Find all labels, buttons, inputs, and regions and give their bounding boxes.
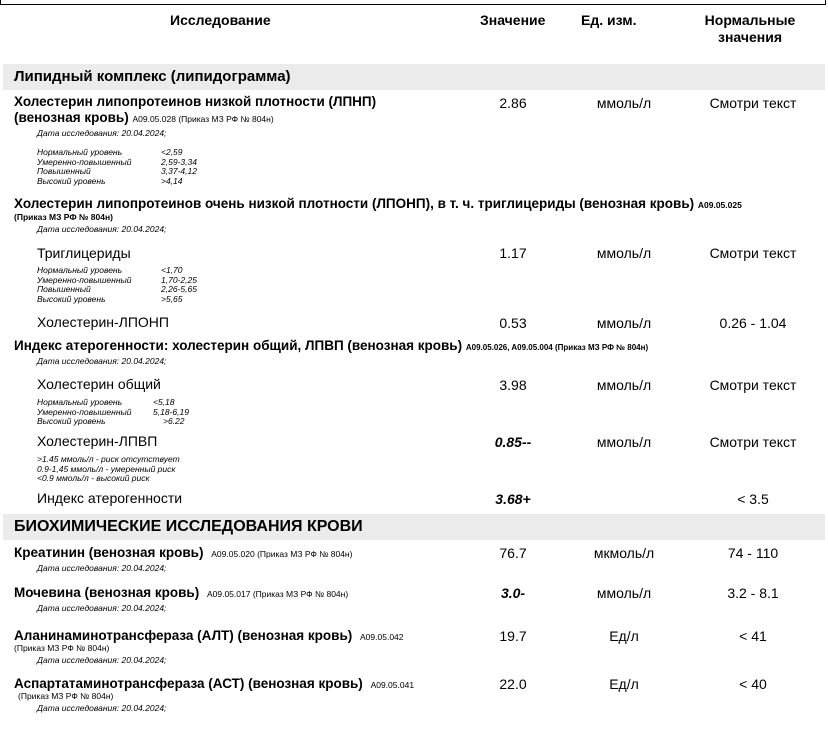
ref-label: Умеренно-повышенный	[37, 274, 132, 285]
page-top-border	[0, 0, 826, 5]
ref-label: Повышенный	[37, 166, 91, 176]
hdl-value: 0.85--	[494, 434, 532, 450]
section-lipid-title: Липидный комплекс (липидограмма)	[14, 68, 291, 85]
ref-range: 2,26-5,65	[161, 284, 197, 294]
ref-row	[37, 177, 197, 187]
ref-label: Высокий уровень	[37, 175, 106, 186]
ref-range: 5,18-6,19	[153, 406, 189, 417]
creatinine-code: A09.05.020 (Приказ МЗ РФ № 804н)	[211, 549, 353, 559]
ref-row	[37, 417, 189, 427]
alt-date: Дата исследования: 20.04.2024;	[37, 655, 167, 665]
ldl-date: Дата исследования: 20.04.2024;	[37, 128, 167, 138]
vldl-chol-value: 0.53	[499, 315, 527, 331]
ref-range: >4,14	[161, 175, 183, 186]
ref-range: >5,65	[161, 293, 183, 304]
total-chol-reference-ranges	[37, 398, 189, 427]
ldl-unit: ммоль/л	[596, 95, 652, 111]
athero-title	[14, 338, 648, 353]
ast-date: Дата исследования: 20.04.2024;	[37, 703, 167, 713]
alt-code: A09.05.042	[360, 632, 404, 642]
hdl-norm: Смотри текст	[709, 434, 797, 450]
ref-label: Нормальный уровень	[37, 397, 123, 407]
urea-unit: ммоль/л	[596, 585, 652, 601]
ldl-code: A09.05.028 (Приказ МЗ РФ № 804н)	[132, 114, 274, 124]
urea-code: A09.05.017 (Приказ МЗ РФ № 804н)	[206, 589, 349, 599]
total-chol-label: Холестерин общий	[37, 376, 161, 392]
creatinine-norm: 74 - 110	[727, 545, 779, 561]
athero-index-label: Индекс атерогенности	[37, 490, 183, 506]
alt-unit: Ед/л	[609, 628, 639, 644]
section-lipid	[3, 64, 825, 90]
ref-range: <1,70	[161, 265, 183, 275]
ldl-norm: Смотри текст	[709, 95, 797, 111]
ast-value: 22.0	[499, 676, 527, 692]
ldl-title-line1: Холестерин липопротеинов низкой плотности (ЛПНП)	[14, 94, 377, 109]
ref-label: Высокий уровень	[37, 416, 106, 426]
tg-reference-ranges	[37, 266, 197, 304]
hdl-reference-ranges	[37, 455, 180, 484]
vldl-chol-label: Холестерин-ЛПОНП	[37, 314, 169, 330]
ref-label: Повышенный	[37, 284, 91, 294]
urea-date: Дата исследования: 20.04.2024;	[37, 603, 167, 613]
column-header-unit: Ед. изм.	[581, 12, 637, 28]
alt-value: 19.7	[499, 628, 527, 644]
urea-value: 3.0-	[500, 585, 526, 601]
column-header-norm-line2: значения	[718, 29, 782, 45]
tg-norm: Смотри текст	[709, 245, 797, 261]
creatinine-title	[14, 545, 352, 560]
ref-line: <0.9 ммоль/л - высокий риск	[37, 473, 150, 483]
column-header-norm-line1: Нормальные	[704, 12, 796, 28]
hdl-unit: ммоль/л	[596, 434, 652, 450]
total-chol-value: 3.98	[499, 377, 527, 393]
ast-norm: < 40	[739, 676, 767, 692]
athero-title-text: Индекс атерогенности: холестерин общий, ЛПВП (венозная кровь)	[14, 338, 463, 353]
ref-label: Высокий уровень	[37, 293, 106, 304]
ast-title	[14, 676, 414, 691]
ref-line: 0.9-1,45 ммоль/л - умеренный риск	[37, 463, 176, 474]
ref-range: 3,37-4,12	[161, 166, 197, 176]
athero-date: Дата исследования: 20.04.2024;	[37, 356, 167, 366]
tg-value: 1.17	[499, 245, 527, 261]
alt-code-order: (Приказ МЗ РФ № 804н)	[14, 643, 110, 653]
total-chol-norm: Смотри текст	[709, 377, 797, 393]
alt-title-text: Аланинаминотрансфераза (АЛТ) (венозная кровь)	[14, 628, 353, 643]
tg-unit: ммоль/л	[596, 245, 652, 261]
creatinine-unit: мкмоль/л	[593, 545, 655, 561]
ref-label: Умеренно-повышенный	[37, 156, 132, 167]
vldl-code: A09.05.025	[697, 200, 742, 210]
athero-index-value: 3.68+	[495, 491, 531, 507]
ref-range: <5,18	[153, 397, 175, 407]
tg-label: Триглицериды	[37, 245, 131, 261]
ldl-value: 2.86	[499, 95, 527, 111]
ldl-title-line2	[14, 110, 274, 125]
column-header-test: Исследование	[170, 12, 271, 28]
vldl-code-order: (Приказ МЗ РФ № 804н)	[14, 212, 113, 222]
ldl-reference-ranges	[37, 148, 197, 186]
athero-index-norm: < 3.5	[737, 491, 769, 507]
ast-code-order: (Приказ МЗ РФ № 804н)	[18, 691, 114, 701]
ref-line: >1.45 ммоль/л - риск отсутствует	[37, 454, 180, 464]
section-biochemistry-title: БИОХИМИЧЕСКИЕ ИССЛЕДОВАНИЯ КРОВИ	[14, 518, 363, 535]
ref-range: <2,59	[161, 147, 183, 157]
creatinine-value: 76.7	[499, 545, 527, 561]
ref-label: Нормальный уровень	[37, 265, 123, 275]
creatinine-date: Дата исследования: 20.04.2024;	[37, 563, 167, 573]
alt-norm: < 41	[739, 628, 767, 644]
ast-unit: Ед/л	[609, 676, 639, 692]
creatinine-title-text: Креатинин (венозная кровь)	[14, 545, 204, 560]
ref-range: 1,70-2,25	[161, 274, 197, 285]
vldl-chol-norm: 0.26 - 1.04	[719, 315, 787, 331]
ast-code: A09.05.041	[370, 680, 415, 690]
column-header-norm	[700, 12, 800, 46]
ldl-title-text: (венозная кровь)	[14, 110, 129, 125]
vldl-chol-unit: ммоль/л	[596, 315, 652, 331]
section-biochemistry	[3, 514, 825, 540]
total-chol-unit: ммоль/л	[596, 377, 652, 393]
column-header-value: Значение	[480, 12, 546, 28]
ref-range: 2,59-3,34	[161, 156, 197, 167]
vldl-date: Дата исследования: 20.04.2024;	[37, 224, 167, 234]
ref-label: Нормальный уровень	[37, 147, 123, 157]
urea-title-text: Мочевина (венозная кровь)	[14, 585, 200, 600]
hdl-label: Холестерин-ЛПВП	[37, 433, 158, 449]
urea-norm: 3.2 - 8.1	[727, 585, 779, 601]
vldl-title-text: Холестерин липопротеинов очень низкой плотности (ЛПОНП), в т. ч. триглицериды (венозная кровь)	[14, 196, 695, 211]
alt-title	[14, 628, 404, 643]
ref-row	[37, 295, 197, 305]
ref-label: Умеренно-повышенный	[37, 406, 132, 417]
athero-code: A09.05.026, A09.05.004 (Приказ МЗ РФ № 804н)	[465, 343, 649, 352]
ref-range: >6.22	[163, 416, 185, 426]
urea-title	[14, 585, 348, 600]
vldl-title	[14, 196, 742, 211]
ast-title-text: Аспартатаминотрансфераза (АСТ) (венозная кровь)	[14, 676, 363, 691]
